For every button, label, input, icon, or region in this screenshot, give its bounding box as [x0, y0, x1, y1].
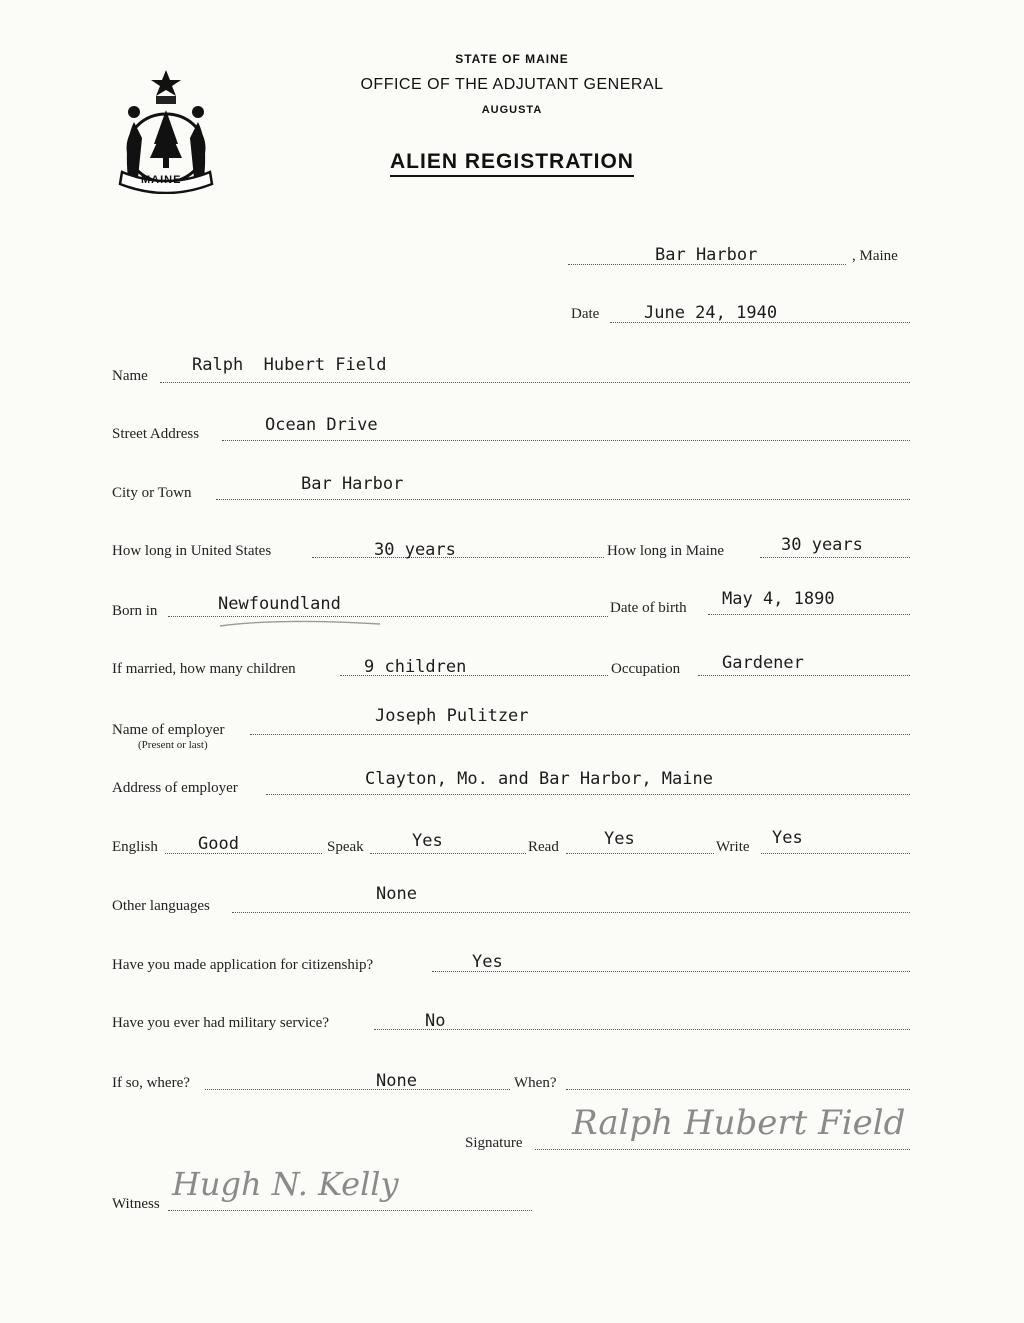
read-label: Read [528, 839, 559, 855]
signature-line [535, 1149, 910, 1150]
born-label: Born in [112, 603, 158, 619]
where-value: None [376, 1071, 417, 1091]
speak-line [370, 853, 526, 854]
occupation-label: Occupation [611, 661, 681, 677]
signature-value: Ralph Hubert Field [572, 1103, 906, 1143]
long-maine-label: How long in Maine [607, 543, 725, 559]
other-languages-value: None [376, 884, 417, 904]
write-label: Write [716, 839, 750, 855]
where-label: If so, where? [112, 1075, 190, 1091]
name-line [160, 382, 910, 383]
street-line [222, 440, 910, 441]
military-label: Have you ever had military service? [112, 1015, 329, 1031]
military-line [374, 1029, 910, 1030]
english-line [165, 853, 322, 854]
citizenship-label: Have you made application for citizenship? [112, 957, 374, 973]
where-line [205, 1089, 510, 1090]
header-office: OFFICE OF THE ADJUTANT GENERAL [360, 76, 664, 93]
header-city: AUGUSTA [481, 104, 543, 116]
write-value: Yes [772, 828, 803, 848]
employer-note: (Present or last) [138, 739, 208, 751]
city-line [216, 499, 910, 500]
children-label: If married, how many children [112, 661, 296, 677]
when-line [566, 1089, 910, 1090]
dob-line [708, 614, 910, 615]
military-value: No [425, 1011, 446, 1031]
dob-value: May 4, 1890 [722, 589, 835, 609]
town-value: Bar Harbor [655, 245, 758, 265]
dob-label: Date of birth [610, 600, 687, 616]
speak-label: Speak [327, 839, 364, 855]
employer-label: Name of employer [112, 722, 225, 738]
read-line [566, 853, 714, 854]
city-label: City or Town [112, 485, 192, 501]
witness-label: Witness [112, 1196, 160, 1212]
write-line [761, 853, 910, 854]
employer-address-label: Address of employer [112, 780, 238, 796]
long-us-line [312, 557, 604, 558]
occupation-value: Gardener [722, 653, 804, 673]
date-label: Date [571, 306, 600, 322]
street-value: Ocean Drive [265, 415, 378, 435]
employer-line [250, 734, 910, 735]
city-value: Bar Harbor [301, 474, 404, 494]
citizenship-value: Yes [472, 952, 503, 972]
employer-address-value: Clayton, Mo. and Bar Harbor, Maine [365, 769, 713, 789]
children-value: 9 children [364, 657, 467, 677]
form-title-text: ALIEN REGISTRATION [390, 150, 634, 177]
header-state: STATE OF MAINE [455, 52, 569, 66]
seal-banner-text: MAINE [141, 174, 182, 186]
english-value: Good [198, 834, 239, 854]
long-us-value: 30 years [374, 540, 456, 560]
witness-value: Hugh N. Kelly [172, 1165, 399, 1203]
citizenship-line [432, 971, 910, 972]
employer-address-line [266, 794, 910, 795]
other-languages-label: Other languages [112, 898, 210, 914]
other-languages-line [232, 912, 910, 913]
street-label: Street Address [112, 426, 200, 442]
name-label: Name [112, 368, 148, 384]
signature-label: Signature [465, 1135, 523, 1151]
born-underline-mark [218, 616, 384, 630]
witness-line [168, 1210, 532, 1211]
born-value: Newfoundland [218, 594, 341, 614]
employer-value: Joseph Pulitzer [375, 706, 529, 726]
read-value: Yes [604, 829, 635, 849]
long-us-label: How long in United States [112, 543, 272, 559]
date-value: June 24, 1940 [644, 303, 778, 323]
when-label: When? [514, 1075, 557, 1091]
form-title [0, 150, 1024, 174]
name-value: Ralph Hubert Field [192, 355, 387, 375]
occupation-line [698, 675, 910, 676]
maine-label: , Maine [852, 248, 898, 264]
speak-value: Yes [412, 831, 443, 851]
english-label: English [112, 839, 158, 855]
long-maine-value: 30 years [781, 535, 863, 555]
long-maine-line [760, 557, 910, 558]
